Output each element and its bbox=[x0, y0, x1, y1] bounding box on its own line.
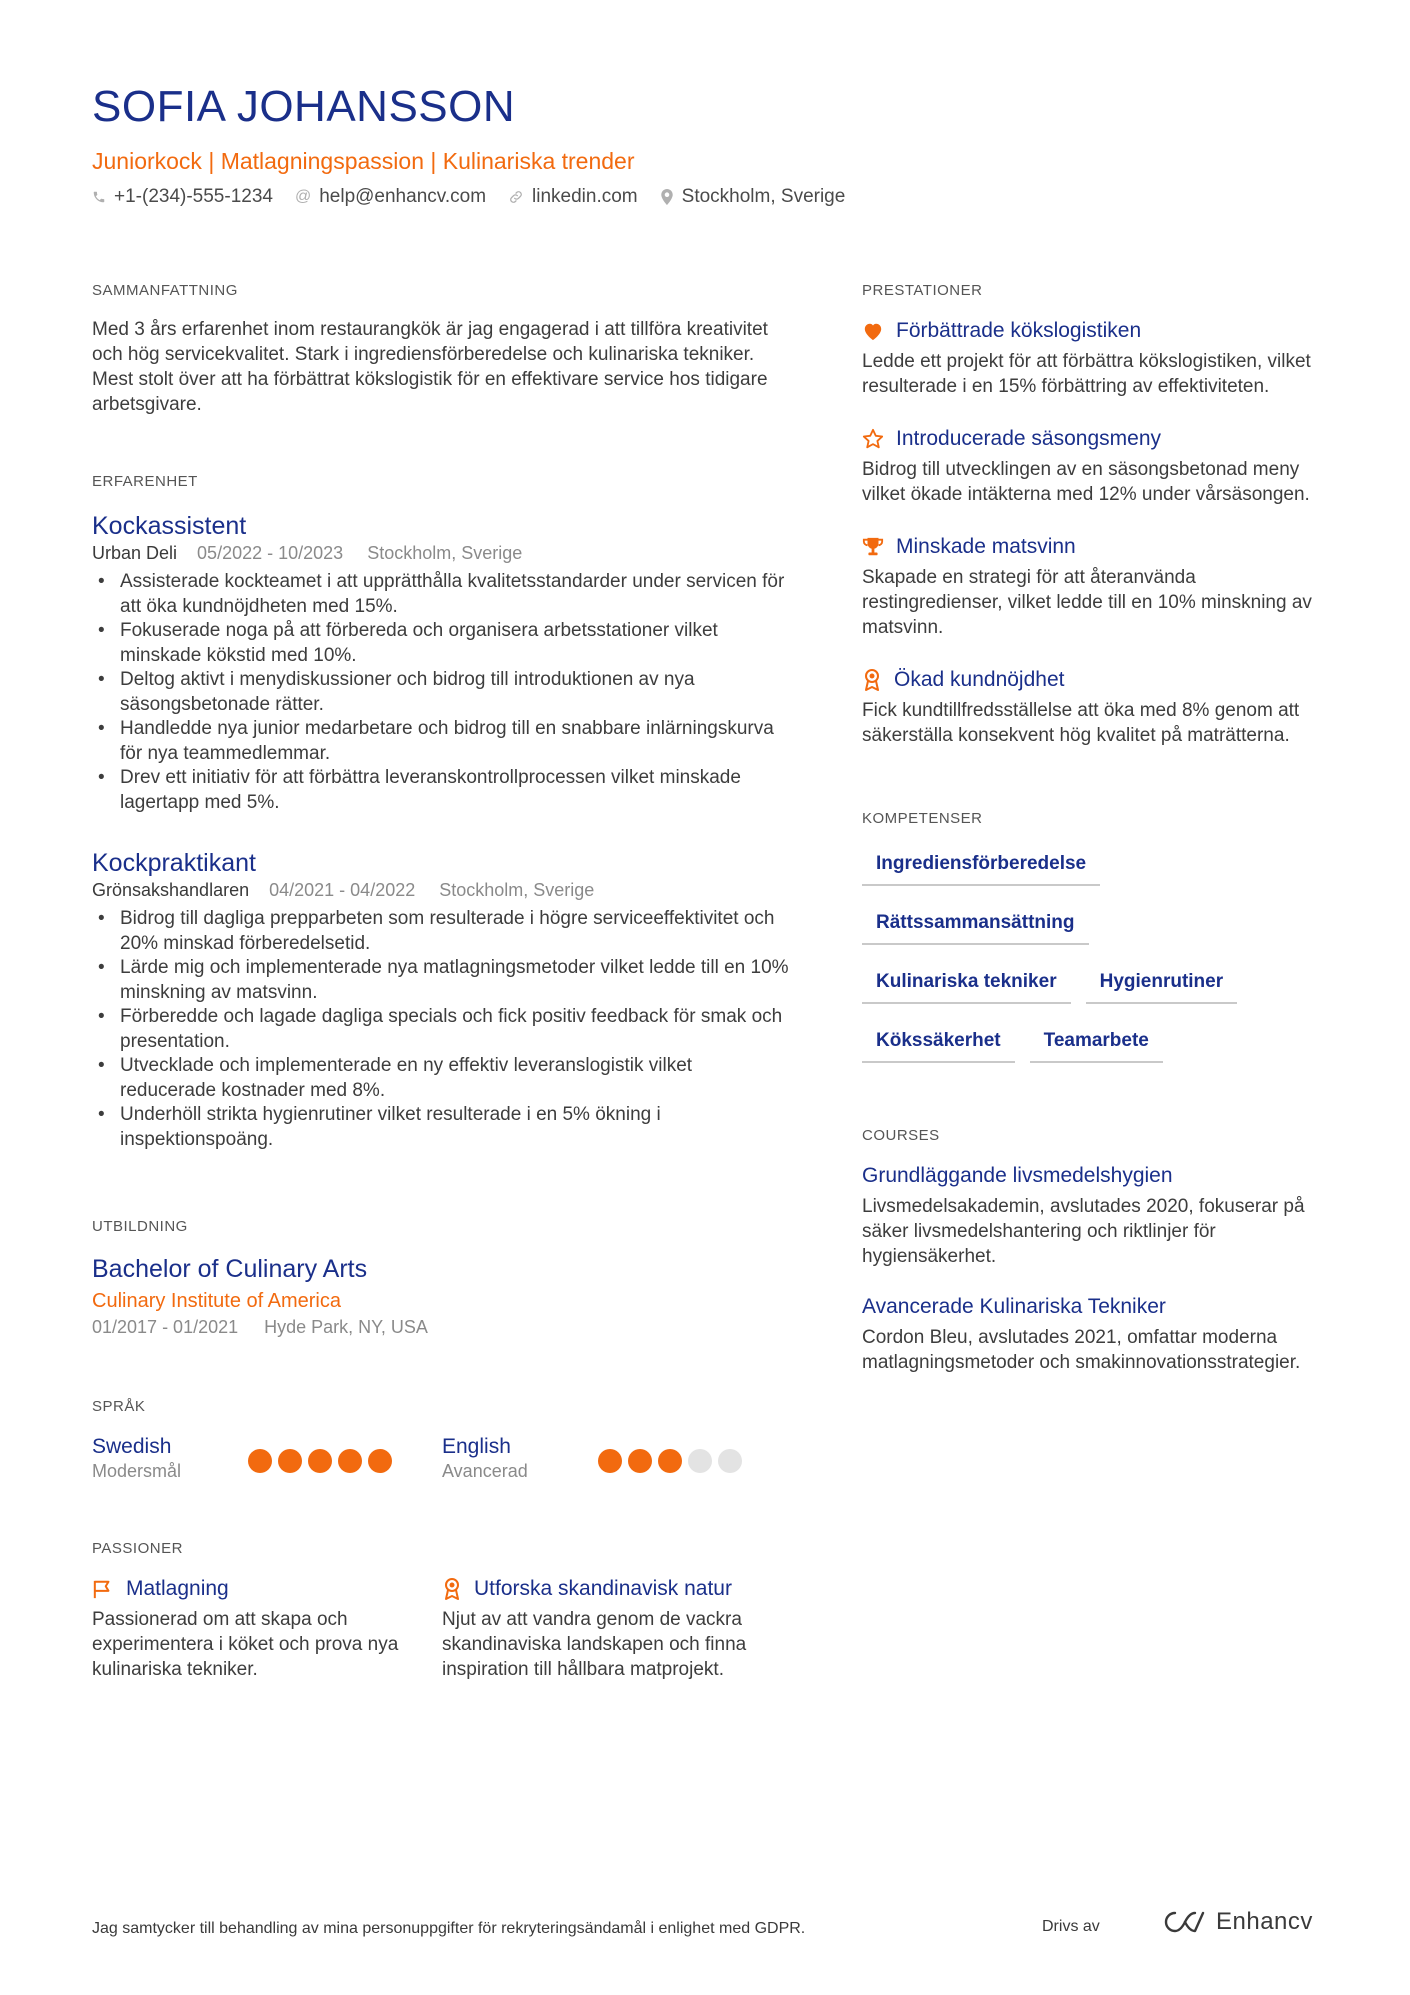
skill-tag: Kökssäkerhet bbox=[862, 1024, 1015, 1063]
achievement-title: Introducerade säsongsmeny bbox=[896, 427, 1161, 450]
achievement-text: Ledde ett projekt för att förbättra kökslogistiken, vilket resulterade i en 15% förbättring av effektiviteten. bbox=[862, 351, 1311, 397]
passion-item bbox=[92, 1577, 442, 1682]
job-role: Kockpraktikant bbox=[92, 849, 256, 877]
skills-list bbox=[862, 847, 1322, 1083]
heart-icon bbox=[862, 321, 884, 341]
job-bullets bbox=[92, 570, 792, 815]
job-location: Stockholm, Sverige bbox=[439, 880, 595, 900]
rating-dot-filled bbox=[628, 1449, 652, 1473]
passions-section bbox=[92, 1540, 792, 1682]
bullet-item: • Assisterade kockteamet i att upprätthålla kvalitetsstandarder under servicen för att öka kundnöjdheten med 15%. bbox=[92, 570, 792, 619]
bullet-item: • Deltog aktivt i menydiskussioner och bidrog till introduktionen av nya säsongsbetonade rätter. bbox=[92, 668, 792, 717]
bullet-item: • Förberedde och lagade dagliga specials och fick positiv feedback för smak och presentation. bbox=[92, 1005, 792, 1054]
bullet-item: • Lärde mig och implementerade nya matlagningsmetoder vilket ledde till en 10% minskning av matsvinn. bbox=[92, 956, 792, 1005]
trophy-icon bbox=[862, 536, 884, 558]
bullet-item: • Drev ett initiativ för att förbättra leveranskontrollprocessen vilket minskade lagertapp med 5%. bbox=[92, 766, 792, 815]
skill-tag: Rättssammansättning bbox=[862, 906, 1089, 945]
right-column bbox=[862, 282, 1322, 1375]
rating-dot-filled bbox=[308, 1449, 332, 1473]
bullet-item: • Handledde nya junior medarbetare och bidrog till en snabbare inlärningskurva för nya teammedlemmar. bbox=[92, 717, 792, 766]
rating-dot-filled bbox=[248, 1449, 272, 1473]
rating-dot-filled bbox=[368, 1449, 392, 1473]
language-name: Swedish bbox=[92, 1435, 172, 1458]
experience-heading: ERFARENHET bbox=[92, 473, 198, 490]
achievement-title: Ökad kundnöjdhet bbox=[894, 668, 1065, 691]
job-dates: 04/2021 - 04/2022 bbox=[269, 880, 416, 900]
award-icon bbox=[862, 668, 882, 692]
skill-tag: Kulinariska tekniker bbox=[862, 965, 1071, 1004]
enhancv-logo[interactable] bbox=[1162, 1908, 1313, 1936]
languages-heading: SPRÅK bbox=[92, 1398, 146, 1415]
courses-section bbox=[862, 1127, 1322, 1375]
achievement-item bbox=[862, 319, 1322, 399]
job-dates: 05/2022 - 10/2023 bbox=[197, 543, 344, 563]
summary-section bbox=[92, 282, 792, 417]
education-dates: 01/2017 - 01/2021 bbox=[92, 1317, 239, 1337]
skills-heading: KOMPETENSER bbox=[862, 810, 983, 827]
bullet-item: • Fokuserade noga på att förbereda och organisera arbetsstationer vilket minskade kökstid med 10%. bbox=[92, 619, 792, 668]
languages-section bbox=[92, 1398, 792, 1482]
candidate-name: SOFIA JOHANSSON bbox=[92, 82, 516, 131]
skills-section bbox=[862, 810, 1322, 1083]
language-rating bbox=[592, 1449, 742, 1473]
course-item bbox=[862, 1164, 1322, 1269]
enhancv-logo-icon bbox=[1162, 1909, 1208, 1935]
passion-title: Matlagning bbox=[126, 1577, 229, 1600]
education-degree: Bachelor of Culinary Arts bbox=[92, 1255, 368, 1283]
achievement-text: Bidrog till utvecklingen av en säsongsbetonad meny vilket ökade intäkterna med 12% under vårsäsongen. bbox=[862, 459, 1310, 505]
rating-dot-filled bbox=[338, 1449, 362, 1473]
education-school: Culinary Institute of America bbox=[92, 1290, 341, 1312]
achievements-section bbox=[862, 282, 1322, 748]
job-company: Urban Deli bbox=[92, 543, 178, 563]
award-icon bbox=[442, 1577, 462, 1601]
flag-icon bbox=[92, 1579, 114, 1599]
enhancv-logo-text: Enhancv bbox=[1216, 1908, 1313, 1935]
summary-text: Med 3 års erfarenhet inom restaurangkök är jag engagerad i att tillföra kreativitet och hög servicekvalitet. Stark i ingrediensförberedelse och kulinariska tekniker. Mest stolt över att ha förbättrat kökslogistik för en effektivare service hos tidigare arbetsgivare. bbox=[92, 319, 768, 415]
job-bullets bbox=[92, 907, 792, 1152]
achievement-title: Minskade matsvinn bbox=[896, 535, 1076, 558]
language-rating bbox=[242, 1449, 392, 1473]
linkedin-text: linkedin.com bbox=[532, 186, 638, 207]
link-icon bbox=[508, 189, 524, 205]
course-title: Avancerade Kulinariska Tekniker bbox=[862, 1295, 1166, 1318]
skill-tag: Teamarbete bbox=[1030, 1024, 1163, 1063]
achievement-item bbox=[862, 427, 1322, 507]
contact-bar bbox=[92, 186, 867, 208]
location-text: Stockholm, Sverige bbox=[681, 186, 846, 207]
language-item bbox=[442, 1435, 792, 1482]
skill-tag: Ingrediensförberedelse bbox=[862, 847, 1100, 886]
achievement-item bbox=[862, 535, 1322, 640]
language-item bbox=[92, 1435, 442, 1482]
contact-linkedin[interactable] bbox=[508, 186, 638, 208]
job-entry bbox=[92, 512, 792, 815]
gdpr-consent: Jag samtycker till behandling av mina personuppgifter för rekryteringsändamål i enlighet med GDPR. bbox=[92, 1920, 806, 1937]
course-item bbox=[862, 1295, 1322, 1375]
phone-text: +1-(234)-555-1234 bbox=[114, 186, 273, 207]
rating-dot-empty bbox=[688, 1449, 712, 1473]
rating-dot-filled bbox=[278, 1449, 302, 1473]
passion-title: Utforska skandinavisk natur bbox=[474, 1577, 732, 1600]
summary-heading: SAMMANFATTNING bbox=[92, 282, 238, 299]
education-location: Hyde Park, NY, USA bbox=[264, 1317, 428, 1337]
at-icon: @ bbox=[294, 188, 312, 205]
left-column bbox=[92, 282, 792, 1682]
rating-dot-filled bbox=[598, 1449, 622, 1473]
job-location: Stockholm, Sverige bbox=[367, 543, 523, 563]
education-heading: UTBILDNING bbox=[92, 1218, 188, 1235]
achievement-text: Skapade en strategi för att återanvända restingredienser, vilket ledde till en 10% minskning av matsvinn. bbox=[862, 567, 1312, 638]
experience-section bbox=[92, 473, 792, 1152]
language-name: English bbox=[442, 1435, 511, 1458]
contact-location bbox=[660, 186, 846, 208]
course-text: Livsmedelsakademin, avslutades 2020, fokuserar på säker livsmedelshantering och riktlinjer för hygiensäkerhet. bbox=[862, 1196, 1305, 1267]
candidate-tagline: Juniorkock | Matlagningspassion | Kulinariska trender bbox=[92, 148, 635, 174]
language-level: Avancerad bbox=[442, 1461, 528, 1481]
powered-by-label: Drivs av bbox=[1042, 1918, 1100, 1935]
job-entry bbox=[92, 849, 792, 1152]
passion-text: Njut av att vandra genom de vackra skandinaviska landskapen och finna inspiration till hållbara matprojekt. bbox=[442, 1609, 747, 1680]
course-title: Grundläggande livsmedelshygien bbox=[862, 1164, 1173, 1187]
achievement-item bbox=[862, 668, 1322, 748]
bullet-item: • Bidrog till dagliga prepparbeten som resulterade i högre serviceeffektivitet och 20% minskad förberedelsetid. bbox=[92, 907, 792, 956]
courses-heading: COURSES bbox=[862, 1127, 940, 1144]
course-text: Cordon Bleu, avslutades 2021, omfattar moderna matlagningsmetoder och smakinnovationsstrategier. bbox=[862, 1327, 1301, 1373]
job-company: Grönsakshandlaren bbox=[92, 880, 250, 900]
bullet-item: • Utvecklade och implementerade en ny effektiv leveranslogistik vilket reducerade kostnader med 8%. bbox=[92, 1054, 792, 1103]
achievement-text: Fick kundtillfredsställelse att öka med 8% genom att säkerställa konsekvent hög kvalitet på maträtterna. bbox=[862, 700, 1300, 746]
phone-icon bbox=[92, 190, 106, 204]
achievement-title: Förbättrade kökslogistiken bbox=[896, 319, 1142, 342]
star-icon bbox=[862, 428, 884, 450]
location-pin-icon bbox=[660, 189, 674, 205]
rating-dot-filled bbox=[658, 1449, 682, 1473]
rating-dot-empty bbox=[718, 1449, 742, 1473]
language-level: Modersmål bbox=[92, 1461, 182, 1481]
passions-heading: PASSIONER bbox=[92, 1540, 183, 1557]
contact-phone[interactable] bbox=[92, 186, 273, 208]
passion-text: Passionerad om att skapa och experimentera i köket och prova nya kulinariska tekniker. bbox=[92, 1609, 399, 1680]
skill-tag: Hygienrutiner bbox=[1086, 965, 1238, 1004]
education-section bbox=[92, 1218, 792, 1338]
contact-email[interactable] bbox=[295, 186, 486, 208]
achievements-heading: PRESTATIONER bbox=[862, 282, 983, 299]
bullet-item: • Underhöll strikta hygienrutiner vilket resulterade i en 5% ökning i inspektionspoäng. bbox=[92, 1103, 792, 1152]
job-role: Kockassistent bbox=[92, 512, 247, 540]
email-text: help@enhancv.com bbox=[319, 186, 487, 207]
passion-item bbox=[442, 1577, 792, 1682]
